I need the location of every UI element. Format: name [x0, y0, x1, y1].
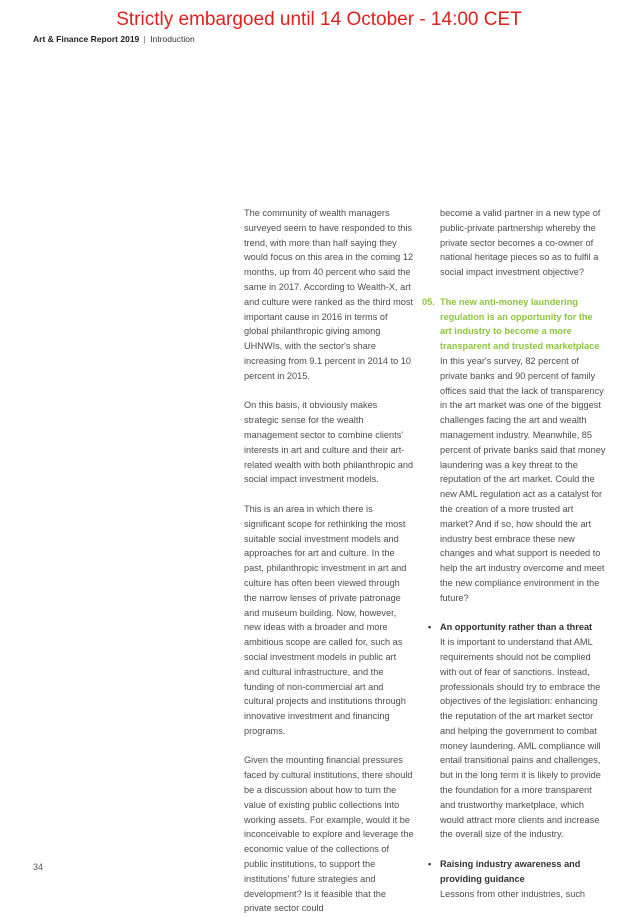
body-paragraph: On this basis, it obviously makes strategic sense for the wealth management sector to combine clients' interests in art and culture and their art-related wealth with both philanthropic and social impact investment models.	[244, 400, 414, 485]
continued-paragraph: become a valid partner in a new type of public-private partnership whereby the private sector becomes a co-owner of national heritage pieces so as to fulfil a social impact investment objective?	[440, 208, 601, 278]
bullet-title	[423, 857, 606, 887]
bullet-title	[423, 620, 606, 635]
section-name: Introduction	[150, 34, 195, 44]
body-paragraph: The community of wealth managers surveyed seem to have responded to this trend, with more than half saying they would focus on this area in the coming 12 months, up from 40 percent who said the same in 2017. According to Wealth-X, art and culture were ranked as the third most important cause in 2016 in terms of global philanthropic giving among UHNWIs, with the sector's share increasing from 9.1 percent in 2014 to 10 percent in 2015.	[244, 208, 414, 381]
page-number: 34	[33, 862, 44, 872]
report-title: Art & Finance Report 2019	[33, 34, 140, 44]
section-body: In this year's survey, 82 percent of private banks and 90 percent of family offices said that the lack of transparency in the art market was one of the biggest challenges facing the art and wealth management industry. Meanwhile, 85 percent of private banks said that money laundering was a key threat to the reputation of the art market. Could the new AML regulation act as a catalyst for the creation of a more trusted art market? And if so, how should the art industry best embrace these new changes and what support is needed to help the art industry overcome and meet the new compliance environment in the future?	[440, 355, 606, 603]
running-head	[33, 34, 195, 45]
body-paragraph: Given the mounting financial pressures faced by cultural institutions, there should be a discussion about how to turn the value of existing public collections into working assets. For example, would it be inconceivable to explore and leverage the economic value of the collections of public institutions, to support the institutions' future strategies and development? Is it feasible that the private sector could	[244, 755, 414, 914]
bullet-icon: •	[428, 859, 432, 870]
bullet-icon: •	[428, 622, 432, 633]
section-heading	[423, 295, 606, 354]
left-column	[244, 206, 414, 916]
embargo-notice: Strictly embargoed until 14 October - 14:00 CET	[116, 9, 522, 30]
right-column	[423, 206, 606, 901]
body-paragraph: This is an area in which there is significant scope for rethinking the most suitable social investment models and approaches for art and culture. In the past, philanthropic investment in art and culture has often been viewed through the narrow lenses of private patronage and museum building. Now, however, new ideas with a broader and more ambitious scope are called for, such as social investment models in public art and cultural infrastructure, and the funding of non-commercial art and cultural projects and institutions through innovative investment and financing programs.	[244, 503, 407, 736]
bullet-title-text: An opportunity rather than a threat	[440, 622, 593, 633]
bullet-body: It is important to understand that AML requirements should not be complied with out of fear of sanctions. Instead, professionals should try to embrace the objectives of the legislation: enhancing the reputation of the art market sector and helping the government to combat money laundering. AML compliance will entail transitional pains and challenges, but in the long term it is likely to provide the foundation for a more transparent and trustworthy marketplace, which would attract more clients and increase the overall size of the industry.	[440, 637, 601, 840]
section-heading-text: The new anti-money laundering regulation is an opportunity for the art industry to become a more transparent and trusted marketplace	[440, 296, 600, 352]
section-number: 05.	[422, 296, 435, 307]
bullet-body: Lessons from other industries, such	[440, 888, 586, 899]
running-head-separator: |	[143, 34, 146, 44]
bullet-title-text: Raising industry awareness and providing guidance	[440, 859, 581, 884]
